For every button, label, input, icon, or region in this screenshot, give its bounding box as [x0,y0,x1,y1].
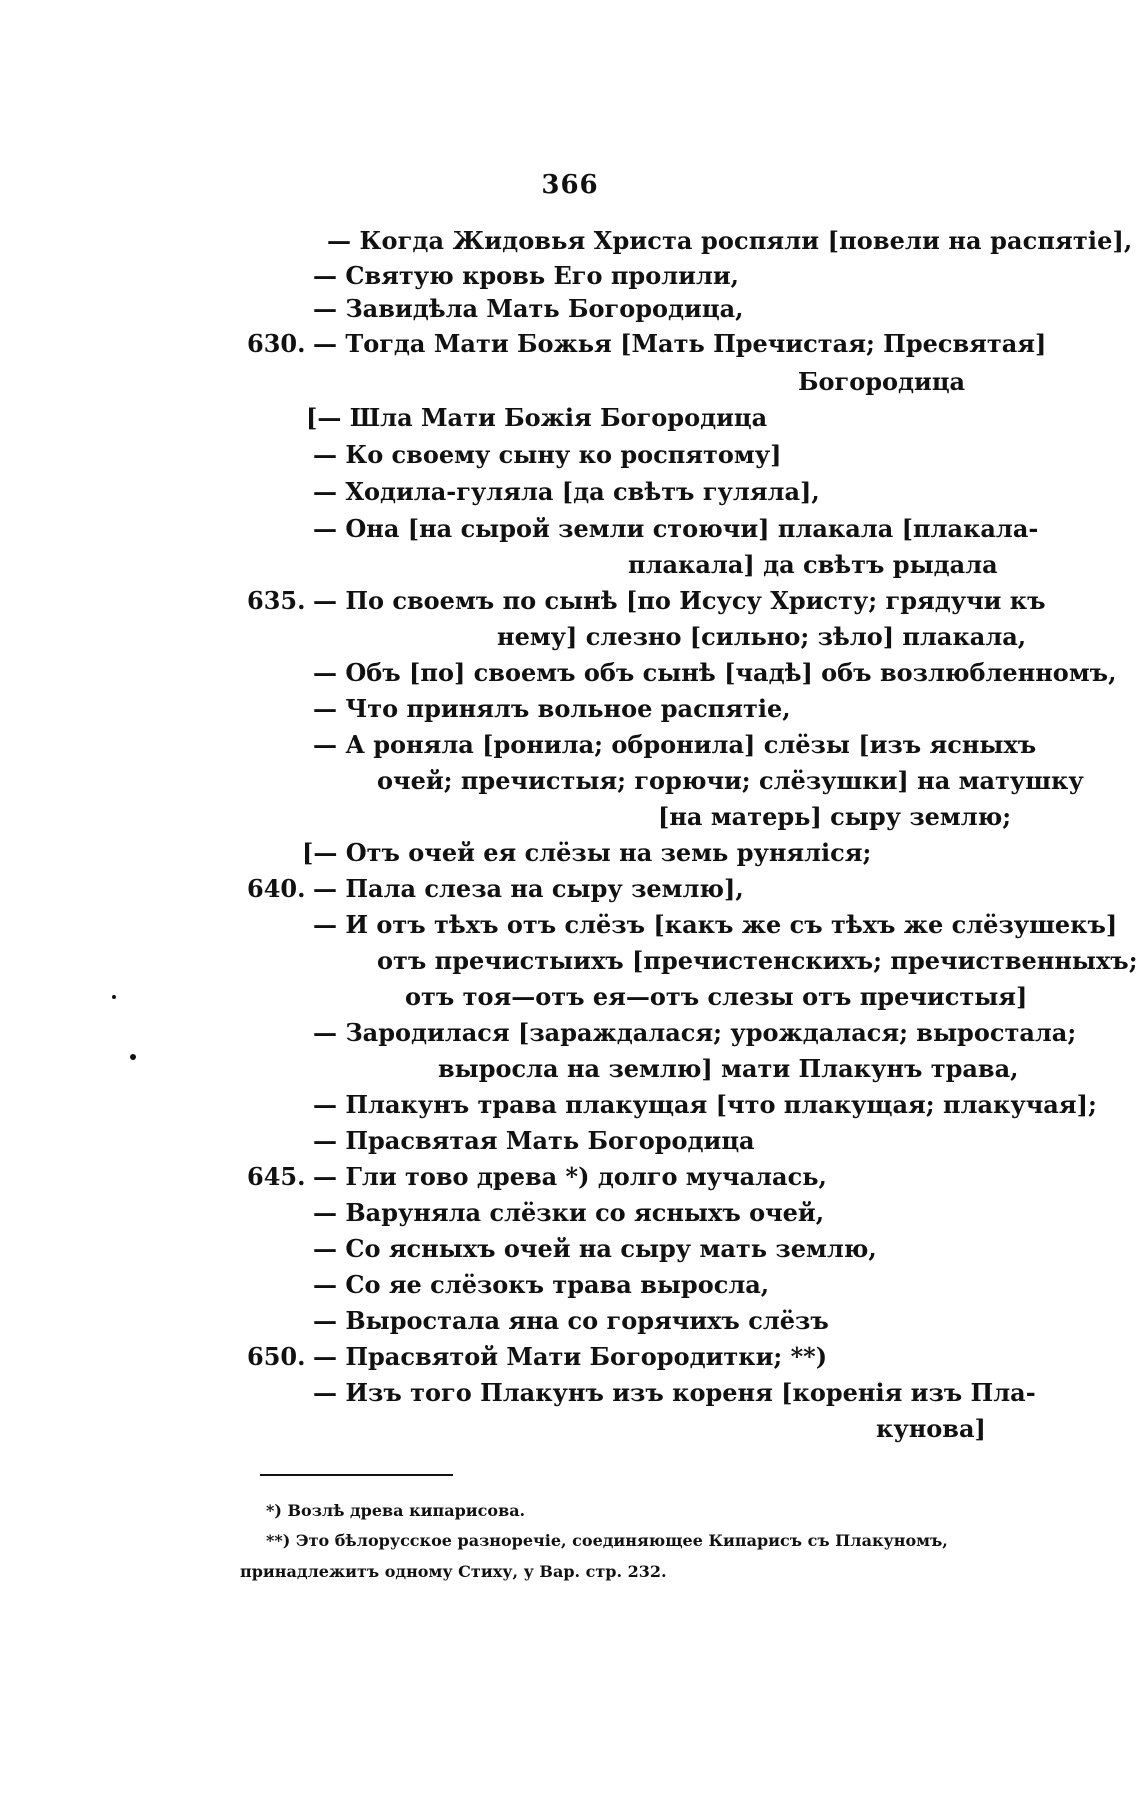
verse-line: — По своемъ по сынѣ [по Исусу Христу; грядучи къ [313,586,1046,615]
line-number: 645. [247,1162,306,1191]
verse-line: нему] слезно [сильно; зѣло] плакала, [497,622,1027,651]
footnote: **) Это бѣлорусское разноречіе, соединяющее Кипарисъ съ Плакуномъ, [266,1531,948,1550]
ink-speck [130,1054,136,1060]
verse-line: выросла на землю] мати Плакунъ трава, [438,1054,1019,1083]
line-number: 650. [247,1342,306,1371]
verse-line: — Со яе слёзокъ трава выросла, [313,1270,770,1299]
verse-line: — Тогда Мати Божья [Мать Пречистая; Пресвятая] [313,329,1047,358]
ink-speck [112,995,116,999]
verse-line: очей; пречистыя; горючи; слёзушки] на матушку [377,766,1084,795]
verse-line: — А роняла [ронила; обронила] слёзы [изъ ясныхъ [313,730,1037,759]
verse-line: кунова] [876,1414,986,1443]
verse-line: — Прасвятой Мати Богородитки; **) [313,1342,828,1371]
verse-line: — Изъ того Плакунъ изъ кореня [коренія изъ Пла- [313,1378,1036,1407]
verse-line: — Что принялъ вольное распятіе, [313,694,791,723]
verse-line: отъ пречистыихъ [пречистенскихъ; пречиственныхъ; [377,946,1138,975]
verse-line: [— Отъ очей ея слёзы на земь руняліся; [302,838,872,867]
verse-line: — Со ясныхъ очей на сыру мать землю, [313,1234,877,1263]
line-number: 640. [247,874,306,903]
line-number: 635. [247,586,306,615]
verse-line: — Святую кровь Его пролили, [313,261,740,290]
verse-line: — Пала слеза на сыру землю], [313,874,744,903]
footnote: *) Возлѣ древа кипарисова. [266,1501,526,1520]
verse-line: — Варуняла слёзки со ясныхъ очей, [313,1198,825,1227]
verse-line: — Прасвятая Мать Богородица [313,1126,755,1155]
verse-line: — Она [на сырой земли стоючи] плакала [плакала- [313,514,1039,543]
verse-line: — Когда Жидовья Христа роспяли [повели на распятіе], [327,226,1133,255]
verse-line: — Гли тово древа *) долго мучалась, [313,1162,827,1191]
verse-line: плакала] да свѣтъ рыдала [628,550,998,579]
verse-line: — Плакунъ трава плакущая [что плакущая; плакучая]; [313,1090,1097,1119]
page-number: 366 [541,170,599,200]
verse-line: [— Шла Мати Божія Богородица [306,403,768,432]
verse-line: — Ходила-гуляла [да свѣтъ гуляла], [313,477,820,506]
verse-line: Богородица [798,367,966,396]
line-number: 630. [247,329,306,358]
verse-line: — Ко своему сыну ко роспятому] [313,440,782,469]
verse-line: — Объ [по] своемъ объ сынѣ [чадѣ] объ возлюбленномъ, [313,658,1117,687]
verse-line: [на матерь] сыру землю; [658,802,1012,831]
footnote-continuation: принадлежитъ одному Стиху, у Вар. стр. 232. [240,1562,667,1581]
footnote-separator [260,1474,453,1476]
verse-line: — И отъ тѣхъ отъ слёзъ [какъ же съ тѣхъ же слёзушекъ] [313,910,1118,939]
verse-line: — Зародилася [зараждалася; урождалася; выростала; [313,1018,1077,1047]
verse-line: — Завидѣла Мать Богородица, [313,294,744,323]
verse-line: отъ тоя—отъ ея—отъ слезы отъ пречистыя] [405,982,1028,1011]
verse-line: — Выростала яна со горячихъ слёзъ [313,1306,829,1335]
